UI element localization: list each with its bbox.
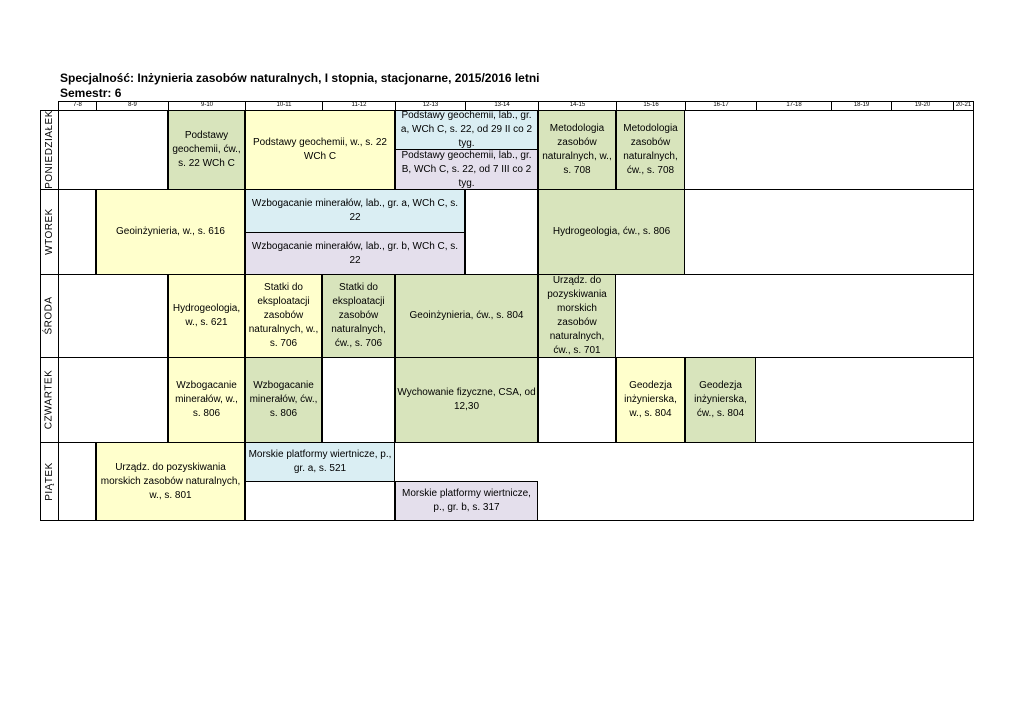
class-block[interactable]: Wychowanie fizyczne, CSA, od 12,30 [395, 357, 538, 443]
day-label-friday: PIĄTEK [43, 462, 55, 501]
empty-slot [58, 189, 96, 275]
hour-header: 7-8 [58, 101, 96, 110]
class-block[interactable]: Wzbogacanie minerałów, w., s. 806 [168, 357, 245, 443]
page-title: Specjalność: Inżynieria zasobów naturalnych, I stopnia, stacjonarne, 2015/2016 letni [60, 71, 540, 85]
class-block[interactable]: Wzbogacanie minerałów, ćw., s. 806 [245, 357, 322, 443]
class-block[interactable]: Geoinżynieria, ćw., s. 804 [395, 274, 538, 358]
class-block[interactable]: Geoinżynieria, w., s. 616 [96, 189, 245, 275]
empty-slot [58, 110, 168, 190]
class-block[interactable]: Statki do eksploatacji zasobów naturalnych, ćw., s. 706 [322, 274, 395, 358]
hour-header: 16-17 [685, 101, 756, 110]
class-block[interactable]: Hydrogeologia, ćw., s. 806 [538, 189, 685, 275]
empty-slot [58, 274, 168, 358]
hour-header: 12-13 [395, 101, 465, 110]
class-block[interactable]: Statki do eksploatacji zasobów naturalnych, w., s. 706 [245, 274, 322, 358]
day-label-wednesday: ŚRODA [43, 296, 55, 335]
class-block[interactable]: Podstawy geochemii, lab., gr. a, WCh C, s. 22, od 29 II co 2 tyg. [395, 110, 538, 150]
hour-header: 14-15 [538, 101, 616, 110]
empty-slot [465, 189, 538, 275]
class-block[interactable]: Geodezja inżynierska, w., s. 804 [616, 357, 685, 443]
class-block[interactable]: Podstawy geochemii, ćw., s. 22 WCh C [168, 110, 245, 190]
class-block[interactable]: Geodezja inżynierska, ćw., s. 804 [685, 357, 756, 443]
hour-header: 13-14 [465, 101, 538, 110]
hour-header: 15-16 [616, 101, 685, 110]
class-block[interactable]: Morskie platformy wiertnicze, p., gr. a, s. 521 [245, 442, 395, 482]
hour-header: 18-19 [831, 101, 891, 110]
header-top-line [58, 101, 974, 102]
class-block[interactable]: Morskie platformy wiertnicze, p., gr. b, s. 317 [395, 481, 538, 521]
empty-slot [58, 442, 96, 521]
empty-slot [322, 357, 395, 443]
class-block[interactable]: Podstawy geochemii, lab., gr. B, WCh C, s. 22, od 7 III co 2 tyg. [395, 149, 538, 190]
hour-header: 9-10 [168, 101, 245, 110]
semester-label: Semestr: 6 [60, 86, 122, 100]
class-block[interactable]: Urządz. do pozyskiwania morskich zasobów naturalnych, ćw., s. 701 [538, 274, 616, 358]
empty-slot [245, 481, 395, 521]
day-label-thursday: CZWARTEK [43, 369, 55, 430]
hour-header: 10-11 [245, 101, 322, 110]
day-label-tuesday: WTOREK [43, 208, 55, 255]
hour-header: 17-18 [756, 101, 831, 110]
hour-header: 20-21 [953, 101, 974, 110]
class-block[interactable]: Wzbogacanie minerałów, lab., gr. b, WCh C, s. 22 [245, 232, 465, 275]
class-block[interactable]: Podstawy geochemii, w., s. 22 WCh C [245, 110, 395, 190]
hour-header: 8-9 [96, 101, 168, 110]
empty-slot [538, 357, 616, 443]
hour-header: 11-12 [322, 101, 395, 110]
empty-slot [58, 357, 168, 443]
class-block[interactable]: Hydrogeologia, w., s. 621 [168, 274, 245, 358]
class-block[interactable]: Urządz. do pozyskiwania morskich zasobów naturalnych, w., s. 801 [96, 442, 245, 521]
class-block[interactable]: Wzbogacanie minerałów, lab., gr. a, WCh C, s. 22 [245, 189, 465, 233]
class-block[interactable]: Metodologia zasobów naturalnych, ćw., s. 708 [616, 110, 685, 190]
hour-header: 19-20 [891, 101, 953, 110]
day-label-monday: PONIEDZIAŁEK [43, 110, 55, 189]
class-block[interactable]: Metodologia zasobów naturalnych, w., s. 708 [538, 110, 616, 190]
